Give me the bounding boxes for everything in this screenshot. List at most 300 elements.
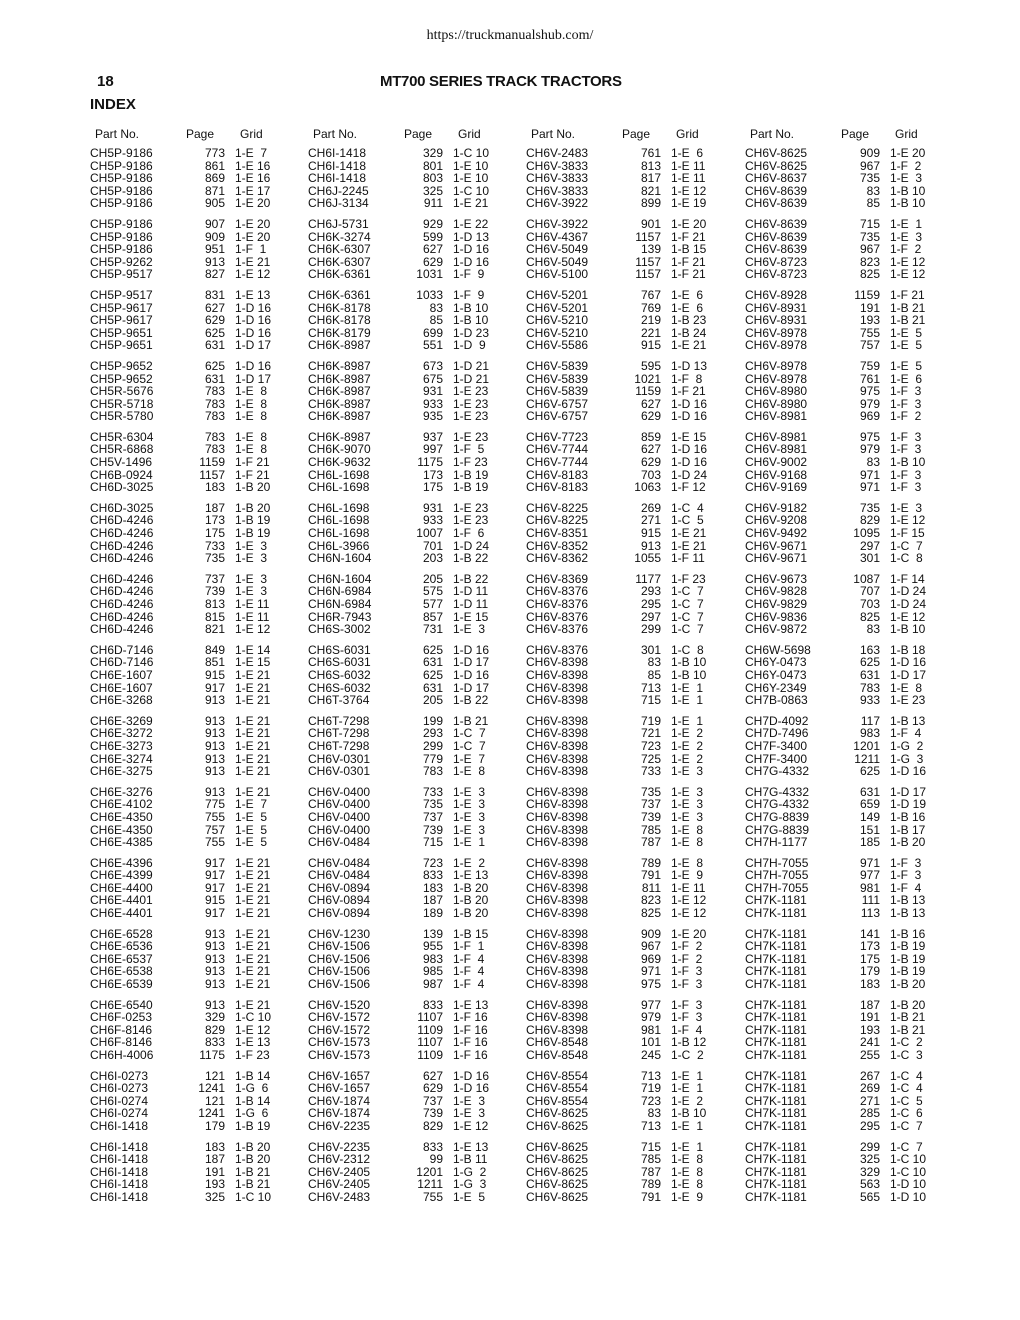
part-number: CH6V-0400 [308,822,371,837]
page-ref: 979 [859,396,880,411]
grid-ref: 1-E 20 [235,196,271,211]
page-ref: 815 [204,609,225,624]
part-number: CH5R-5718 [90,396,154,411]
page-ref: 913 [204,738,225,753]
index-row [90,456,290,469]
index-row [745,869,945,882]
part-number: CH6V-8723 [745,267,808,282]
page-ref: 917 [204,680,225,695]
part-number: CH6D-7146 [90,655,154,670]
page-ref: 301 [640,642,661,657]
grid-ref: 1-F 3 [671,977,703,992]
grid-ref: 1-B 20 [235,480,271,495]
part-number: CH5P-9186 [90,242,153,257]
grid-ref: 1-B 21 [235,1177,271,1192]
grid-ref: 1-E 9 [671,868,704,883]
grid-ref: 1-E 20 [235,229,271,244]
part-number: CH5V-1496 [90,455,153,470]
index-row [526,552,726,565]
grid-ref: 1-D 10 [890,1177,927,1192]
grid-ref: 1-E 12 [890,513,926,528]
page-title: MT700 SERIES TRACK TRACTORS [380,73,622,90]
grid-ref: 1-E 3 [890,229,923,244]
page-ref: 629 [640,409,661,424]
page-ref: 173 [422,467,443,482]
page-ref: 825 [859,609,880,624]
part-number: CH6V-8981 [745,429,808,444]
index-row [526,456,726,469]
grid-ref: 1-E 13 [453,997,489,1012]
grid-ref: 1-B 10 [671,1106,707,1121]
grid-ref: 1-E 3 [453,809,486,824]
part-number: CH6T-7298 [308,738,370,753]
grid-ref: 1-E 21 [235,906,271,921]
row-group [526,715,726,778]
row-group [308,928,508,991]
part-number: CH6V-8980 [745,384,808,399]
part-number: CH6E-4385 [90,835,153,850]
index-row [526,740,726,753]
page-ref: 817 [640,171,661,186]
page-ref: 975 [859,429,880,444]
part-number: CH6V-8398 [526,835,589,850]
index-row [90,172,290,185]
part-number: CH6E-4396 [90,855,153,870]
index-row [90,978,290,991]
page-ref: 813 [204,597,225,611]
page-ref: 913 [204,713,225,728]
part-number: CH6V-0301 [308,764,371,779]
page-ref: 85 [866,196,880,211]
part-number: CH6V-8398 [526,977,589,992]
index-row [526,1191,726,1204]
index-row [745,1191,945,1204]
grid-ref: 1-E 21 [235,667,271,682]
index-row [90,623,290,636]
page-ref: 241 [859,1035,880,1050]
header-page: Page [622,127,651,141]
part-number: CH5P-9617 [90,313,153,328]
index-row [745,243,945,256]
part-number: CH5P-9186 [90,171,153,186]
row-group [526,573,726,636]
part-number: CH6H-4006 [90,1048,154,1062]
page-ref: 913 [204,997,225,1012]
row-group [90,147,290,210]
index-row [745,360,945,373]
part-number: CH7K-1181 [745,1035,807,1050]
part-number: CH6E-6539 [90,977,153,992]
row-group [90,644,290,707]
part-number: CH6I-1418 [90,1118,149,1133]
grid-ref: 1-B 21 [453,713,489,728]
index-row [90,410,290,423]
part-number: CH6V-8351 [526,526,589,541]
grid-ref: 1-E 12 [671,906,707,921]
part-number: CH6W-5698 [745,642,811,657]
page-ref: 723 [640,1093,661,1108]
page-ref: 193 [204,1177,225,1192]
page-ref: 631 [204,371,225,386]
grid-ref: 1-E 16 [235,158,271,173]
part-number: CH6V-8398 [526,738,589,753]
grid-ref: 1-C 6 [890,1106,923,1121]
page-ref: 1021 [634,371,661,386]
index-row [745,314,945,327]
index-row [90,598,290,611]
grid-ref: 1-C 10 [235,1010,272,1025]
row-group [745,147,945,210]
part-number: CH6K-8987 [308,409,371,424]
part-number: CH6V-8398 [526,951,589,966]
index-row [526,811,726,824]
header-part-no: Part No. [750,127,795,141]
grid-ref: 1-B 15 [453,926,489,941]
part-number: CH6V-8398 [526,868,589,883]
page-ref: 761 [859,371,880,386]
page-ref: 785 [640,822,661,837]
part-number: CH6K-9070 [308,442,371,457]
index-row [90,147,290,160]
grid-ref: 1-F 9 [453,287,485,302]
index-row [308,172,508,185]
page-ref: 813 [640,158,661,173]
index-row [526,765,726,778]
index-row [90,669,290,682]
grid-ref: 1-E 2 [671,738,704,753]
page-ref: 725 [640,751,661,766]
index-row [308,552,508,565]
grid-ref: 1-B 20 [453,906,489,921]
grid-ref: 1-E 5 [890,358,923,373]
part-number: CH6V-5586 [526,338,589,353]
grid-ref: 1-E 12 [453,1118,489,1133]
page-ref: 913 [204,964,225,979]
part-number: CH6V-8225 [526,500,589,515]
page-ref: 739 [640,809,661,824]
page-ref: 899 [640,196,661,211]
grid-ref: 1-C 7 [671,597,704,611]
grid-ref: 1-C 4 [671,500,704,515]
part-number: CH6V-9182 [745,500,808,515]
page-ref: 325 [422,183,443,198]
part-number: CH6N-1604 [308,551,372,566]
part-number: CH6V-1506 [308,977,371,992]
grid-ref: 1-E 21 [235,693,271,708]
grid-ref: 1-F 21 [671,267,706,282]
grid-ref: 1-C 4 [890,1081,923,1096]
page-ref: 755 [422,1189,443,1204]
part-number: CH6L-1698 [308,526,370,541]
index-row [308,978,508,991]
part-number: CH6V-8362 [526,551,589,566]
grid-ref: 1-F 3 [671,997,703,1012]
page-number: 18 [97,73,114,90]
part-number: CH6D-4246 [90,609,154,624]
index-row [526,907,726,920]
part-number: CH6V-9671 [745,551,808,566]
header-grid: Grid [240,127,263,141]
grid-ref: 1-C 10 [890,1164,927,1179]
page-ref: 629 [204,313,225,328]
page-ref: 269 [640,500,661,515]
grid-ref: 1-E 21 [235,868,271,883]
index-row [308,836,508,849]
page-ref: 1241 [198,1081,225,1096]
part-number: CH6Y-2349 [745,680,807,695]
page-ref: 1109 [417,1022,443,1037]
grid-ref: 1-D 16 [453,242,490,257]
grid-ref: 1-B 20 [453,893,489,908]
grid-ref: 1-F 23 [671,571,706,586]
grid-ref: 1-F 2 [671,939,703,954]
part-number: CH6I-1418 [308,146,367,160]
part-number: CH6V-8978 [745,371,808,386]
header-part-no: Part No. [95,127,140,141]
index-row [308,147,508,160]
part-number: CH6V-1572 [308,1010,371,1025]
part-number: CH6K-8987 [308,429,371,444]
page-ref: 733 [640,764,661,779]
page-ref: 969 [640,951,661,966]
grid-ref: 1-E 20 [671,926,707,941]
page-ref: 707 [859,584,880,599]
page-ref: 821 [640,183,661,198]
part-number: CH6V-4367 [526,229,589,244]
part-number: CH6V-8978 [745,325,808,340]
part-number: CH6T-3764 [308,693,370,708]
grid-ref: 1-E 5 [453,1189,486,1204]
page-ref: 915 [640,338,661,353]
page-ref: 297 [640,609,661,624]
page-ref: 563 [859,1177,880,1192]
index-row [308,869,508,882]
page-ref: 721 [640,726,661,741]
row-group [308,857,508,920]
page-ref: 755 [204,835,225,850]
page-ref: 629 [422,254,443,269]
header-grid: Grid [895,127,918,141]
page-ref: 1159 [199,455,225,470]
index-row [90,1191,290,1204]
part-number: CH6E-1607 [90,667,153,682]
page-ref: 913 [204,951,225,966]
page-ref: 757 [859,338,880,353]
row-group [90,1070,290,1133]
page-ref: 759 [859,358,880,373]
page-ref: 937 [422,429,443,444]
page-ref: 933 [422,513,443,528]
page-ref: 787 [640,835,661,850]
header-part-no: Part No. [313,127,358,141]
part-number: CH6V-8398 [526,680,589,695]
row-group [90,857,290,920]
grid-ref: 1-E 12 [671,183,707,198]
grid-ref: 1-B 19 [235,513,271,528]
part-number: CH6V-0484 [308,868,371,883]
part-number: CH7H-7055 [745,880,809,895]
index-row [90,268,290,281]
part-number: CH6J-2245 [308,183,369,198]
grid-ref: 1-F 4 [671,1022,703,1037]
index-row [308,811,508,824]
grid-ref: 1-E 21 [235,855,271,870]
page-ref: 625 [204,358,225,373]
part-number: CH6V-8376 [526,584,589,599]
part-number: CH6V-1506 [308,964,371,979]
index-row [526,694,726,707]
part-number: CH6L-1698 [308,500,370,515]
page-ref: 829 [859,513,880,528]
part-number: CH6V-7744 [526,455,589,470]
index-row [90,1049,290,1062]
page-ref: 977 [859,868,880,883]
part-number: CH6I-0273 [90,1081,149,1096]
part-number: CH6V-0894 [308,906,371,921]
part-number: CH6V-5210 [526,325,589,340]
grid-ref: 1-E 3 [453,784,486,799]
index-row [745,598,945,611]
index-row [308,360,508,373]
grid-ref: 1-F 4 [890,726,922,741]
grid-ref: 1-F 3 [890,384,922,399]
page-ref: 913 [204,977,225,992]
index-row [90,694,290,707]
grid-ref: 1-E 21 [671,338,707,353]
page-ref: 631 [859,667,880,682]
part-number: CH6T-7298 [308,713,370,728]
page-ref: 715 [422,835,443,850]
part-number: CH6V-8398 [526,906,589,921]
part-number: CH6V-8398 [526,655,589,670]
page-ref: 723 [640,738,661,753]
index-row [745,456,945,469]
index-row [526,314,726,327]
page-ref: 829 [204,1022,225,1037]
index-row [745,1082,945,1095]
grid-ref: 1-E 3 [671,809,704,824]
part-number: CH7K-1181 [745,1118,807,1133]
part-number: CH6E-6536 [90,939,153,954]
page-ref: 931 [422,384,443,399]
page-ref: 187 [859,997,880,1012]
part-number: CH6V-0301 [308,751,371,766]
page-ref: 627 [640,442,661,457]
page-ref: 789 [640,1177,661,1192]
part-number: CH6E-4350 [90,809,153,824]
part-number: CH7K-1181 [745,997,807,1012]
page-ref: 739 [422,1106,443,1121]
part-number: CH6V-8376 [526,642,589,657]
index-row [90,243,290,256]
index-row [90,907,290,920]
part-number: CH6V-1506 [308,939,371,954]
index-column-4 [745,127,945,1212]
part-number: CH6V-5839 [526,358,589,373]
page-ref: 565 [859,1189,880,1204]
row-group [745,786,945,849]
grid-ref: 1-E 20 [890,146,926,160]
index-row [526,481,726,494]
page-ref: 625 [422,667,443,682]
index-row [90,740,290,753]
index-row [526,268,726,281]
page-ref: 979 [859,442,880,457]
part-number: CH7F-3400 [745,738,808,753]
row-group [745,857,945,920]
index-row [308,765,508,778]
row-group [526,644,726,707]
grid-ref: 1-E 2 [671,1093,704,1108]
page-ref: 783 [204,442,225,457]
grid-ref: 1-E 11 [671,171,706,186]
grid-ref: 1-D 24 [453,538,490,553]
page-ref: 783 [859,680,880,695]
index-row [308,218,508,231]
part-number: CH6I-1418 [90,1139,149,1154]
grid-ref: 1-E 10 [453,158,489,173]
grid-ref: 1-C 5 [671,513,704,528]
grid-ref: 1-E 8 [235,442,268,457]
page-ref: 83 [647,655,661,670]
part-number: CH6R-7943 [308,609,372,624]
part-number: CH7K-1181 [745,1081,807,1096]
grid-ref: 1-B 10 [890,455,926,470]
part-number: CH6V-8183 [526,480,589,495]
row-group [526,360,726,423]
grid-ref: 1-D 16 [671,442,708,457]
grid-ref: 1-F 6 [453,526,485,541]
part-number: CH6D-4246 [90,513,154,528]
index-row [90,385,290,398]
grid-ref: 1-E 7 [453,751,486,766]
page-ref: 83 [866,455,880,470]
page-ref: 911 [423,196,443,211]
grid-ref: 1-E 8 [235,396,268,411]
grid-ref: 1-B 10 [890,183,926,198]
part-number: CH6V-8398 [526,693,589,708]
grid-ref: 1-F 23 [453,455,488,470]
part-number: CH6I-0274 [90,1093,149,1108]
grid-ref: 1-C 8 [671,642,704,657]
grid-ref: 1-C 7 [890,1118,923,1133]
column-header [90,127,290,147]
part-number: CH6J-3134 [308,196,369,211]
grid-ref: 1-D 17 [453,680,490,695]
grid-ref: 1-C 7 [890,538,923,553]
grid-ref: 1-F 9 [453,267,485,282]
page-ref: 715 [859,216,880,231]
part-number: CH7K-1181 [745,1152,807,1167]
page-ref: 913 [204,764,225,779]
grid-ref: 1-E 8 [671,822,704,837]
part-number: CH6E-3276 [90,784,153,799]
grid-ref: 1-E 13 [235,287,271,302]
page-ref: 833 [422,1139,443,1154]
row-group [308,786,508,849]
page-ref: 755 [859,325,880,340]
part-number: CH5R-6304 [90,429,154,444]
grid-ref: 1-B 19 [890,939,926,954]
page-ref: 101 [640,1035,661,1050]
row-group [308,1070,508,1133]
page-ref: 785 [640,1152,661,1167]
index-row [526,410,726,423]
grid-ref: 1-B 19 [453,480,489,495]
row-group [90,999,290,1062]
page-ref: 173 [204,513,225,528]
page-ref: 981 [859,880,880,895]
